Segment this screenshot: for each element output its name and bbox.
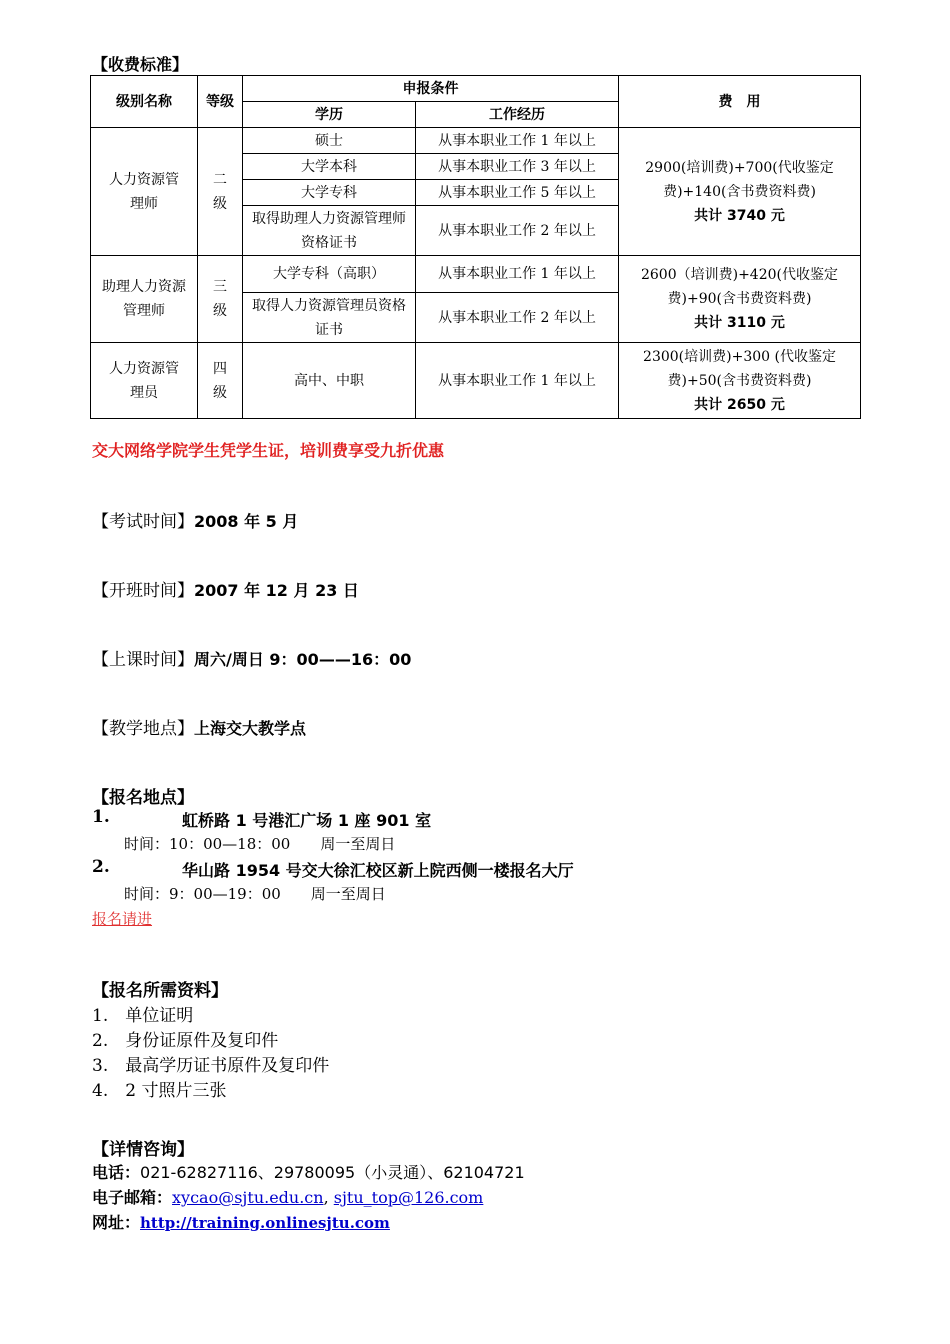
- phone-value: 021-62827116、29780095（小灵通）、62104721: [140, 1163, 525, 1182]
- header-level-name: 级别名称: [91, 76, 198, 128]
- registration-title: 【报名地点】: [92, 788, 194, 808]
- education-cell: 大学本科: [243, 154, 416, 180]
- fee-detail: 2900(培训费)+700(代收鉴定费)+140(含书费资料费): [645, 159, 834, 200]
- level-name-cell: 助理人力资源管理师: [91, 256, 198, 343]
- education-cell: 取得人力资源管理员资格证书: [243, 293, 416, 343]
- education-cell: 硕士: [243, 128, 416, 154]
- email-line: [92, 1185, 483, 1208]
- class-time-value: 周六/周日 9：00——16：00: [194, 650, 412, 669]
- education-cell: 高中、中职: [243, 343, 416, 419]
- experience-cell: 从事本职业工作 1 年以上: [416, 256, 619, 293]
- level-name-cell: 人力资源管理师: [91, 128, 198, 256]
- grade-cell: 四级: [198, 343, 243, 419]
- fee-cell: [619, 128, 861, 256]
- experience-cell: 从事本职业工作 1 年以上: [416, 343, 619, 419]
- registration-link[interactable]: 报名请进: [92, 910, 153, 928]
- class-start-label: 【开班时间】: [92, 581, 194, 601]
- fee-total: 共计 3110 元: [694, 315, 785, 331]
- fee-total: 共计 2650 元: [694, 396, 785, 413]
- class-start-line: [92, 576, 359, 601]
- phone-line: [92, 1160, 525, 1183]
- education-cell: 大学专科（高职）: [243, 256, 416, 293]
- phone-label: 电话：: [92, 1163, 141, 1182]
- registration-site-num: 2.: [92, 857, 110, 877]
- materials-title: 【报名所需资料】: [92, 981, 228, 1001]
- registration-site-num: 1.: [92, 807, 110, 827]
- experience-cell: 从事本职业工作 5 年以上: [416, 180, 619, 206]
- fee-cell: [619, 343, 861, 419]
- class-time-label: 【上课时间】: [92, 650, 194, 670]
- location-value: 上海交大教学点: [194, 719, 307, 738]
- location-line: [92, 714, 306, 739]
- header-grade: 等级: [198, 76, 243, 128]
- materials-item: 3. 最高学历证书原件及复印件: [92, 1056, 330, 1076]
- materials-item: 1. 单位证明: [92, 1006, 194, 1026]
- fee-section-title: 【收费标准】: [92, 55, 189, 74]
- experience-cell: 从事本职业工作 2 年以上: [416, 293, 619, 343]
- fee-detail: 2300(培训费)+300 (代收鉴定费)+50(含书费资料费): [643, 348, 836, 389]
- fee-detail: 2600（培训费)+420(代收鉴定费)+90(含书费资料费): [640, 267, 838, 307]
- registration-site-time: 时间：9：00—19：00 周一至周日: [124, 885, 386, 903]
- registration-site-time: 时间：10：00—18：00 周一至周日: [124, 835, 396, 853]
- website-label: 网址：: [92, 1213, 141, 1232]
- email-link-1[interactable]: xycao@sjtu.edu.cn: [172, 1188, 324, 1207]
- grade-cell: 二级: [198, 128, 243, 256]
- class-time-line: [92, 645, 411, 670]
- experience-cell: 从事本职业工作 2 年以上: [416, 206, 619, 256]
- fee-cell: [619, 256, 861, 343]
- location-label: 【教学地点】: [92, 719, 194, 739]
- discount-note: 交大网络学院学生凭学生证，培训费享受九折优惠: [92, 441, 445, 460]
- education-cell: 大学专科: [243, 180, 416, 206]
- exam-time-line: [92, 507, 298, 532]
- experience-cell: 从事本职业工作 1 年以上: [416, 128, 619, 154]
- registration-site-address: 虹桥路 1 号港汇广场 1 座 901 室: [182, 811, 432, 830]
- header-experience: 工作经历: [416, 102, 619, 128]
- email-link-2[interactable]: sjtu_top@126.com: [333, 1188, 484, 1207]
- fee-table: [90, 75, 861, 419]
- materials-item: 2. 身份证原件及复印件: [92, 1031, 279, 1051]
- email-label: 电子邮箱：: [92, 1188, 173, 1207]
- exam-time-label: 【考试时间】: [92, 512, 194, 532]
- grade-cell: 三级: [198, 256, 243, 343]
- fee-total: 共计 3740 元: [694, 207, 785, 224]
- registration-site-address: 华山路 1954 号交大徐汇校区新上院西侧一楼报名大厅: [182, 861, 574, 880]
- header-conditions: 申报条件: [243, 76, 619, 102]
- email-separator: ,: [323, 1188, 334, 1207]
- contact-title: 【详情咨询】: [92, 1140, 194, 1160]
- header-education: 学历: [243, 102, 416, 128]
- website-link[interactable]: http://training.onlinesjtu.com: [140, 1214, 390, 1232]
- class-start-value: 2007 年 12 月 23 日: [194, 581, 359, 600]
- level-name-cell: 人力资源管理员: [91, 343, 198, 419]
- header-fee: 费 用: [619, 76, 861, 128]
- education-cell: 取得助理人力资源管理师资格证书: [243, 206, 416, 256]
- materials-item: 4. 2 寸照片三张: [92, 1081, 227, 1101]
- exam-time-value: 2008 年 5 月: [194, 512, 299, 531]
- website-line: [92, 1210, 390, 1233]
- experience-cell: 从事本职业工作 3 年以上: [416, 154, 619, 180]
